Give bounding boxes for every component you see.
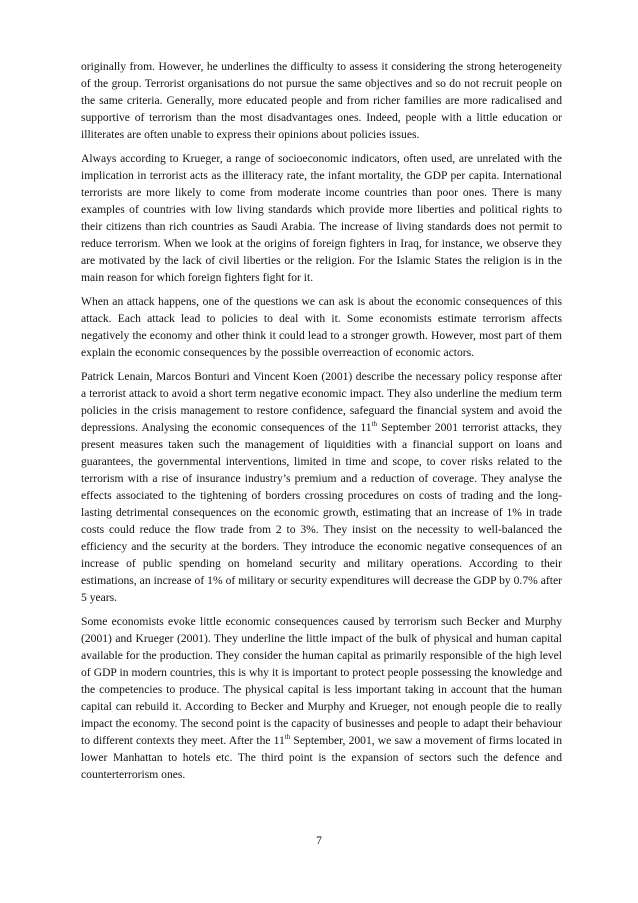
- paragraph-socioeconomic-indicators: Always according to Krueger, a range of socioeconomic indicators, often used, are unrelated with the implication in terrorist acts as the illiteracy rate, the infant mortality, the GDP per capita. International terrorists are more likely to come from moderate income countries than poor ones. There is many examples of countries with low living standards which provide more liberties and political rights to their citizens than rich countries as Saudi Arabia. The increase of living standards does not permit to reduce terrorism. When we look at the origins of foreign fighters in Iraq, for instance, we observe they are motivated by the lack of civil liberties or the religion. For the Islamic States the religion is in the main reason for which foreign fighters fight for it.: [81, 152, 562, 284]
- paragraph-text-part: September, 2001, we saw a movement of firms located in lower Manhattan to hotels etc. The third point is the expansion of sectors such the defence and counterterrorism ones.: [81, 734, 562, 781]
- paragraph-krueger-education: originally from. However, he underlines the difficulty to assess it considering the strong heterogeneity of the group. Terrorist organisations do not pursue the same objectives and so do not recruit people on the same criteria. Generally, more educated people and from richer families are more radicalised and supportive of terrorism than the most disadvantages ones. Indeed, people with a little education or illiterates are often unable to express their opinions about policies issues.: [81, 60, 562, 141]
- paragraph-text-part: September 2001 terrorist attacks, they present measures taken such the management of liquidities with a financial support on loans and guarantees, the governmental interventions, limited in time and scope, to cover risks related to the terrorism with a rise of insurance industry’s premium and a reduction of coverage. They analyse the effects associated to the tightening of borders crossing procedures on costs of trading and the long-lasting detrimental consequences on the economic growth, estimating that an increase of 1% in trade costs could reduce the flow trade from 2 to 3%. They insist on the necessity to well-balanced the efficiency and the security at the borders. They introduce the economic negative consequences of an increase of public spending on homeland security and military operations. According to their estimations, an increase of 1% of military or security expenditures will decrease the GDP by 0.7% after 5 years.: [81, 421, 562, 604]
- paragraph-becker-murphy: [81, 613, 562, 783]
- paragraph-text-part: Some economists evoke little economic consequences caused by terrorism such Becker and Murphy (2001) and Krueger (2001). They underline the little impact of the bulk of physical and human capital available for the production. They consider the human capital as primarily responsible of the high level of GDP in modern countries, this is why it is important to protect people possessing the knowledge and the competencies to produce. The physical capital is less important taking in account that the human capital can rebuild it. According to Becker and Murphy and Krueger, not enough people die to really impact the economy. The second point is the capacity of businesses and people to adapt their behaviour to different contexts they meet. After the 11: [81, 615, 562, 747]
- paragraph-economic-consequences: When an attack happens, one of the questions we can ask is about the economic consequences of this attack. Each attack lead to policies to deal with it. Some economists estimate terrorism affects negatively the economy and other think it could lead to a stronger growth. However, most part of them explain the economic consequences by the possible overreaction of economic actors.: [81, 295, 562, 359]
- superscript-ordinal: th: [371, 420, 378, 428]
- page-number: 7: [316, 834, 322, 847]
- paragraph-text-part: Patrick Lenain, Marcos Bonturi and Vincent Koen (2001) describe the necessary policy response after a terrorist attack to avoid a short term negative economic impact. They also underline the medium term policies in the crisis management to restore confidence, safeguard the financial system and avoid the depressions. Analysing the economic consequences of the 11: [81, 370, 562, 434]
- superscript-ordinal: th: [284, 733, 291, 741]
- paragraph-lenain-bonturi-koen: [81, 368, 562, 606]
